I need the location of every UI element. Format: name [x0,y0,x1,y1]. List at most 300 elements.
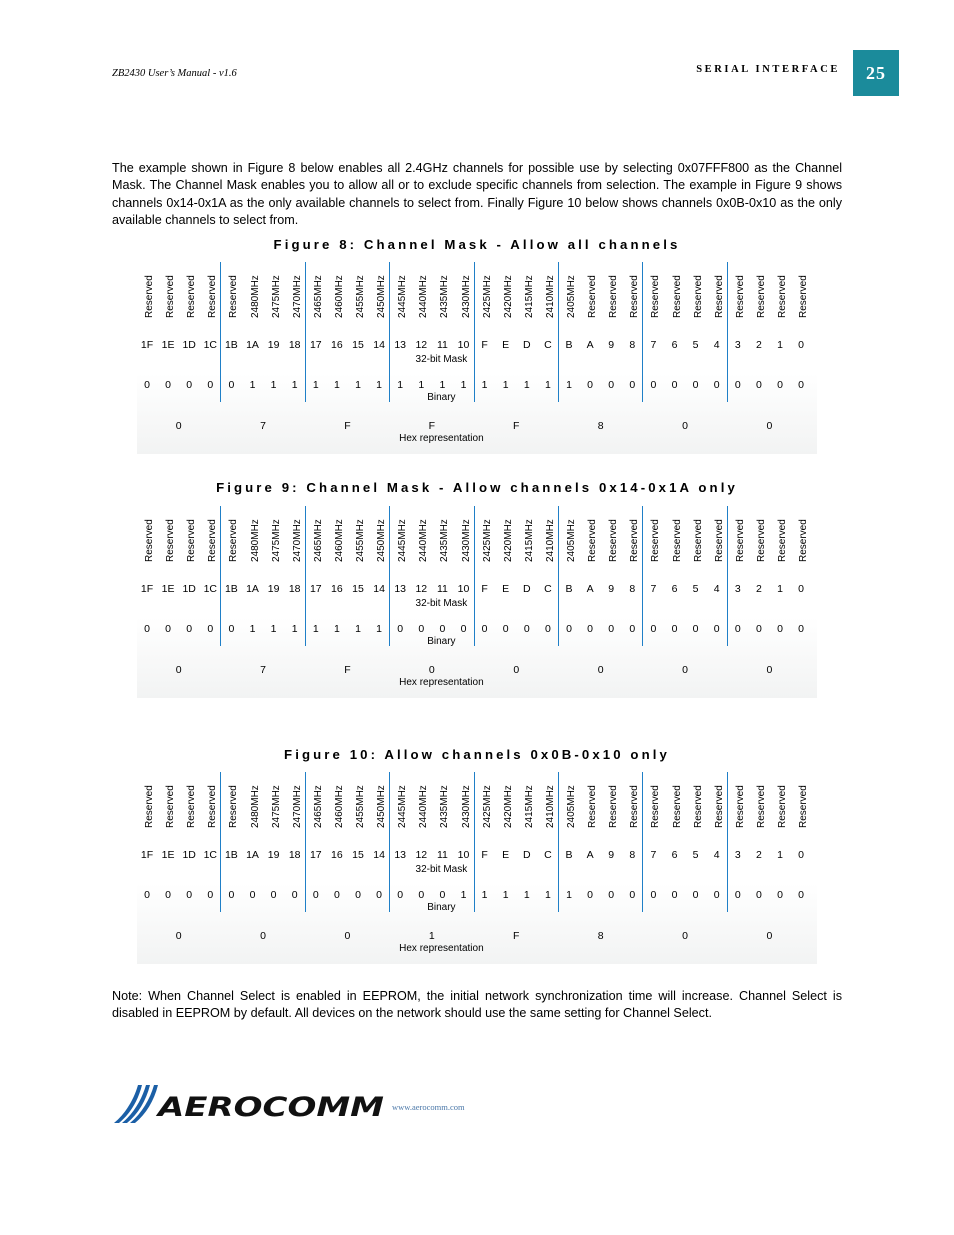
bit-index: E [502,849,510,861]
hex-digit: 0 [428,664,435,676]
column-label: 2430MHz [460,275,471,318]
binary-digit: 1 [249,379,256,391]
bit-index: 4 [713,849,720,861]
note-paragraph [112,988,842,1023]
column-label: 2455MHz [354,275,366,318]
column-label: Reserved [649,275,661,318]
binary-digit: 1 [333,379,340,391]
binary-digit: 1 [439,379,446,391]
binary-digit: 0 [312,889,319,901]
mask-caption: 32-bit Mask [415,354,468,365]
column-label: 2460MHz [333,275,345,318]
binary-digit: 0 [397,623,404,635]
hex-digit: F [513,420,520,432]
binary-digit: 0 [777,379,783,391]
hex-digit: F [513,930,520,942]
bit-index: 10 [457,849,470,861]
binary-digit: 0 [587,889,594,901]
bit-index: 15 [352,339,364,351]
binary-digit: 0 [270,889,277,901]
column-label: Reserved [206,275,218,318]
binary-digit: 0 [692,889,699,901]
bit-index: 1C [203,849,218,861]
bit-index: 10 [457,583,470,595]
bit-index: 2 [755,849,762,861]
binary-digit: 0 [692,623,699,635]
column-label: 2450MHz [375,785,387,828]
manual-title: ZB2430 User’s Manual - v1.6 [112,68,237,79]
binary-digit: 0 [544,623,551,635]
hex-digit: 1 [428,930,435,942]
binary-caption: Binary [427,392,456,403]
bit-index: B [565,849,573,861]
binary-digit: 0 [291,889,298,901]
bit-index: 2 [755,339,762,351]
binary-digit: 0 [186,379,193,391]
column-label: Reserved [227,785,239,828]
column-label: 2415MHz [523,519,535,562]
bit-index: 10 [457,339,470,351]
hex-digit: 0 [682,664,688,676]
binary-digit: 0 [608,623,615,635]
column-label: Reserved [776,519,788,562]
binary-digit: 1 [418,379,425,391]
binary-digit: 0 [481,623,488,635]
note-text: When Channel Select is enabled in EEPROM, the initial network synchronization time will increase. Channel Select is disabled in EEPROM by default. All devices on the network should use the same setting for Channel Select. [112,989,842,1021]
bit-index: 1B [224,339,238,351]
column-label: 2440MHz [417,785,429,828]
binary-digit: 0 [207,623,214,635]
binary-digit: 0 [207,889,214,901]
column-label: Reserved [143,519,155,562]
bit-index: 19 [267,339,280,351]
bit-index: F [481,849,488,861]
column-label: Reserved [164,785,176,828]
bit-index: 17 [309,849,322,861]
binary-digit: 0 [144,623,150,635]
binary-digit: 1 [460,379,467,391]
column-label: 2465MHz [312,275,324,318]
binary-digit: 1 [566,889,572,901]
bit-index: E [502,339,510,351]
column-label: Reserved [607,785,619,828]
bit-index: A [586,583,594,595]
column-label: Reserved [797,519,809,562]
section-title: SERIAL INTERFACE [696,64,840,75]
binary-digit: 0 [566,623,572,635]
bit-index: 6 [671,339,678,351]
bit-index: 13 [394,583,407,595]
bit-index: 18 [288,583,301,595]
column-label: Reserved [185,275,197,318]
bit-index: 1F [140,583,154,595]
column-label: 2420MHz [502,275,514,318]
bit-index: 6 [671,849,678,861]
binary-digit: 0 [439,623,446,635]
column-label: 2450MHz [375,275,387,318]
binary-digit: 0 [755,889,762,901]
bit-index: 1C [203,339,218,351]
column-label: Reserved [755,519,767,562]
binary-digit: 0 [755,623,762,635]
bit-index: F [481,339,488,351]
figure-9-diagram [137,506,817,698]
binary-digit: 0 [734,379,741,391]
aerocomm-logo [112,1083,387,1125]
binary-digit: 0 [629,623,636,635]
binary-digit: 0 [207,379,214,391]
logo-text: AEROCOMM [155,1092,385,1123]
bit-index: 1E [161,583,175,595]
binary-digit: 0 [355,889,361,901]
binary-digit: 0 [460,623,467,635]
column-label: Reserved [713,519,725,562]
bit-index: B [565,339,573,351]
column-label: 2450MHz [375,519,387,562]
column-label: 2470MHz [291,519,303,562]
bit-index: 8 [629,583,636,595]
bit-index: 12 [415,849,428,861]
bit-index: 1F [140,849,154,861]
column-label: Reserved [734,785,746,828]
binary-digit: 0 [523,623,530,635]
bit-index: A [586,339,594,351]
hex-caption: Hex representation [399,677,484,688]
binary-digit: 1 [355,623,361,635]
bit-index: C [544,583,552,595]
column-label: Reserved [671,275,682,318]
bit-index: 8 [629,339,636,351]
hex-digit: 0 [175,420,182,432]
binary-digit: 0 [165,379,172,391]
binary-digit: 1 [502,379,509,391]
bit-index: 14 [373,849,385,861]
column-label: 2405MHz [565,519,577,562]
column-label: Reserved [649,785,661,828]
column-label: Reserved [143,275,155,318]
binary-caption: Binary [427,636,456,647]
bit-index: 0 [798,849,805,861]
binary-digit: 0 [228,379,235,391]
bit-index: B [565,583,573,595]
bit-index: 0 [798,339,805,351]
column-label: Reserved [797,785,809,828]
binary-digit: 1 [544,379,551,391]
figure-8-diagram [137,262,817,454]
binary-digit: 0 [798,889,805,901]
column-label: 2405MHz [565,275,577,318]
binary-digit: 1 [376,623,383,635]
column-label: 2435MHz [438,785,450,828]
column-label: Reserved [755,785,767,828]
hex-digit: 0 [260,930,266,942]
column-label: Reserved [227,275,239,318]
binary-digit: 0 [228,889,235,901]
column-label: 2425MHz [481,519,493,562]
binary-digit: 1 [481,889,488,901]
bit-index: 17 [309,583,322,595]
bit-index: 1D [182,339,196,351]
column-label: 2440MHz [417,519,429,562]
column-label: Reserved [185,519,197,562]
bit-index: 19 [267,583,280,595]
bit-index: 3 [734,339,741,351]
column-label: 2480MHz [249,275,260,318]
binary-digit: 0 [186,889,193,901]
column-label: Reserved [227,519,239,562]
column-label: 2475MHz [270,519,282,562]
bit-index: 1A [246,849,259,861]
column-label: Reserved [692,275,704,318]
bit-index: 6 [671,583,678,595]
binary-caption: Binary [427,902,456,913]
intro-paragraph: The example shown in Figure 8 below enables all 2.4GHz channels for possible use by selecting 0x07FFF800 as the Channel Mask. The Channel Mask enables you to allow all or to exclude specific channels from selection. The example in Figure 9 shows channels 0x14-0x1A as the only available channels to select from. Finally Figure 10 below shows channels 0x0B-0x10 as the only available channels to select from. [112,161,842,227]
hex-digit: 0 [766,930,773,942]
column-label: Reserved [734,519,746,562]
binary-digit: 1 [523,379,530,391]
bit-index: 14 [373,339,385,351]
bit-index: D [523,583,531,595]
bit-index: 1E [161,339,175,351]
bit-index: 1C [203,583,218,595]
column-label: Reserved [776,785,788,828]
hex-digit: F [344,420,351,432]
column-label: Reserved [692,785,704,828]
column-label: 2460MHz [333,519,345,562]
column-label: Reserved [797,275,809,318]
column-label: Reserved [776,275,788,318]
figure-10-title: Figure 10: Allow channels 0x0B-0x10 only [284,747,670,762]
bit-index: 12 [415,583,428,595]
bit-index: 15 [352,583,364,595]
column-label: 2445MHz [396,519,408,562]
binary-digit: 1 [481,379,488,391]
hex-caption: Hex representation [399,943,484,954]
binary-digit: 0 [734,623,741,635]
column-label: 2480MHz [249,785,260,828]
column-label: 2410MHz [544,275,556,318]
binary-digit: 0 [755,379,762,391]
bit-index: D [523,849,531,861]
binary-digit: 0 [650,623,657,635]
column-label: 2410MHz [544,519,556,562]
binary-digit: 0 [587,623,594,635]
hex-digit: 0 [344,930,351,942]
column-label: Reserved [586,785,598,828]
column-label: Reserved [164,519,176,562]
hex-digit: 8 [597,930,604,942]
hex-digit: 7 [260,664,266,676]
hex-digit: F [428,420,436,432]
binary-digit: 0 [144,889,150,901]
binary-digit: 0 [418,623,425,635]
footer-url: www.aerocomm.com [392,1102,465,1112]
column-label: 2465MHz [312,519,324,562]
binary-digit: 1 [249,623,256,635]
column-label: Reserved [713,275,725,318]
bit-index: 5 [692,583,699,595]
binary-digit: 0 [650,379,657,391]
column-label: 2475MHz [270,785,282,828]
bit-index: 17 [309,339,322,351]
binary-digit: 0 [502,623,509,635]
bit-index: 1A [246,583,259,595]
binary-digit: 0 [418,889,425,901]
bit-index: 11 [436,583,448,595]
column-label: 2445MHz [396,785,408,828]
page-number: 25 [866,62,886,83]
binary-digit: 0 [777,889,783,901]
column-label: Reserved [164,275,176,318]
column-label: Reserved [586,519,598,562]
column-label: Reserved [671,519,682,562]
bit-index: 13 [394,849,407,861]
binary-digit: 1 [312,623,319,635]
binary-digit: 0 [144,379,150,391]
binary-digit: 0 [650,889,657,901]
bit-index: 18 [288,339,301,351]
binary-digit: 0 [713,623,720,635]
column-label: Reserved [607,519,619,562]
binary-digit: 0 [713,889,720,901]
bit-index: 11 [436,849,448,861]
hex-digit: 0 [766,420,773,432]
bit-index: A [586,849,594,861]
binary-digit: 0 [798,623,805,635]
bit-index: C [544,849,552,861]
bit-index: 1F [140,339,154,351]
page-number-badge [853,50,899,96]
bit-index: 16 [331,583,343,595]
bit-index: 9 [608,583,615,595]
column-label: 2475MHz [270,275,282,318]
note-label: Note: [112,989,143,1003]
column-label: 2480MHz [249,519,260,562]
hex-digit: 0 [682,930,688,942]
bit-index: 13 [394,339,407,351]
bit-index: C [544,339,552,351]
column-label: 2470MHz [291,785,303,828]
column-label: Reserved [143,785,155,828]
bit-index: 18 [288,849,301,861]
bit-index: 2 [755,583,762,595]
binary-digit: 0 [608,379,615,391]
binary-digit: 1 [376,379,383,391]
bit-index: 1B [224,849,238,861]
bit-index: 9 [608,339,615,351]
bit-index: 7 [650,339,657,351]
column-label: Reserved [586,275,598,318]
bit-index: 14 [373,583,385,595]
binary-digit: 0 [798,379,805,391]
hex-digit: 0 [175,664,182,676]
binary-digit: 1 [355,379,361,391]
binary-digit: 0 [608,889,615,901]
column-label: Reserved [628,519,640,562]
column-label: 2425MHz [481,785,493,828]
bit-index: 1A [246,339,259,351]
bit-index: 11 [436,339,448,351]
column-label: 2455MHz [354,519,366,562]
bit-index: 15 [352,849,364,861]
binary-digit: 0 [333,889,340,901]
figure-9-title: Figure 9: Channel Mask - Allow channels 0x14-0x1A only [216,480,738,495]
column-label: 2435MHz [438,519,450,562]
bit-index: 0 [798,583,805,595]
binary-digit: 0 [713,379,720,391]
column-label: Reserved [607,275,619,318]
binary-digit: 1 [397,379,404,391]
column-label: 2430MHz [460,519,471,562]
bit-index: 5 [692,339,699,351]
hex-caption: Hex representation [399,433,484,444]
bit-index: 1 [777,849,783,861]
binary-digit: 0 [186,623,193,635]
binary-digit: 0 [249,889,256,901]
hex-digit: 0 [175,930,182,942]
column-label: Reserved [755,275,767,318]
binary-digit: 1 [333,623,340,635]
column-label: Reserved [734,275,746,318]
bit-index: 5 [692,849,699,861]
binary-digit: 1 [291,623,298,635]
hex-digit: 8 [597,420,604,432]
column-label: 2415MHz [523,275,535,318]
bit-index: 7 [650,583,657,595]
bit-index: E [502,583,510,595]
binary-digit: 0 [671,623,678,635]
bit-index: 19 [267,849,280,861]
bit-index: 4 [713,583,720,595]
binary-digit: 0 [165,889,172,901]
binary-digit: 1 [566,379,572,391]
bit-index: 12 [415,339,428,351]
binary-digit: 0 [397,889,404,901]
column-label: Reserved [649,519,661,562]
binary-digit: 0 [777,623,783,635]
binary-digit: 0 [671,889,678,901]
figure-10-diagram [137,772,817,964]
hex-digit: 0 [682,420,688,432]
bit-index: F [481,583,488,595]
binary-digit: 1 [270,623,277,635]
column-label: 2435MHz [438,275,450,318]
binary-digit: 0 [228,623,235,635]
binary-digit: 1 [312,379,319,391]
hex-digit: F [344,664,351,676]
binary-digit: 0 [629,889,636,901]
bit-index: 3 [734,849,741,861]
binary-digit: 1 [460,889,467,901]
column-label: 2440MHz [417,275,429,318]
column-label: Reserved [628,785,640,828]
binary-digit: 0 [734,889,741,901]
column-label: 2410MHz [544,785,556,828]
column-label: 2465MHz [312,785,324,828]
binary-digit: 1 [291,379,298,391]
bit-index: 8 [629,849,636,861]
binary-digit: 1 [523,889,530,901]
bit-index: 9 [608,849,615,861]
bit-index: 1B [224,583,238,595]
binary-digit: 1 [502,889,509,901]
mask-caption: 32-bit Mask [415,864,468,875]
column-label: 2460MHz [333,785,345,828]
column-label: 2445MHz [396,275,408,318]
mask-caption: 32-bit Mask [415,598,468,609]
column-label: 2415MHz [523,785,535,828]
bit-index: 1D [182,583,196,595]
